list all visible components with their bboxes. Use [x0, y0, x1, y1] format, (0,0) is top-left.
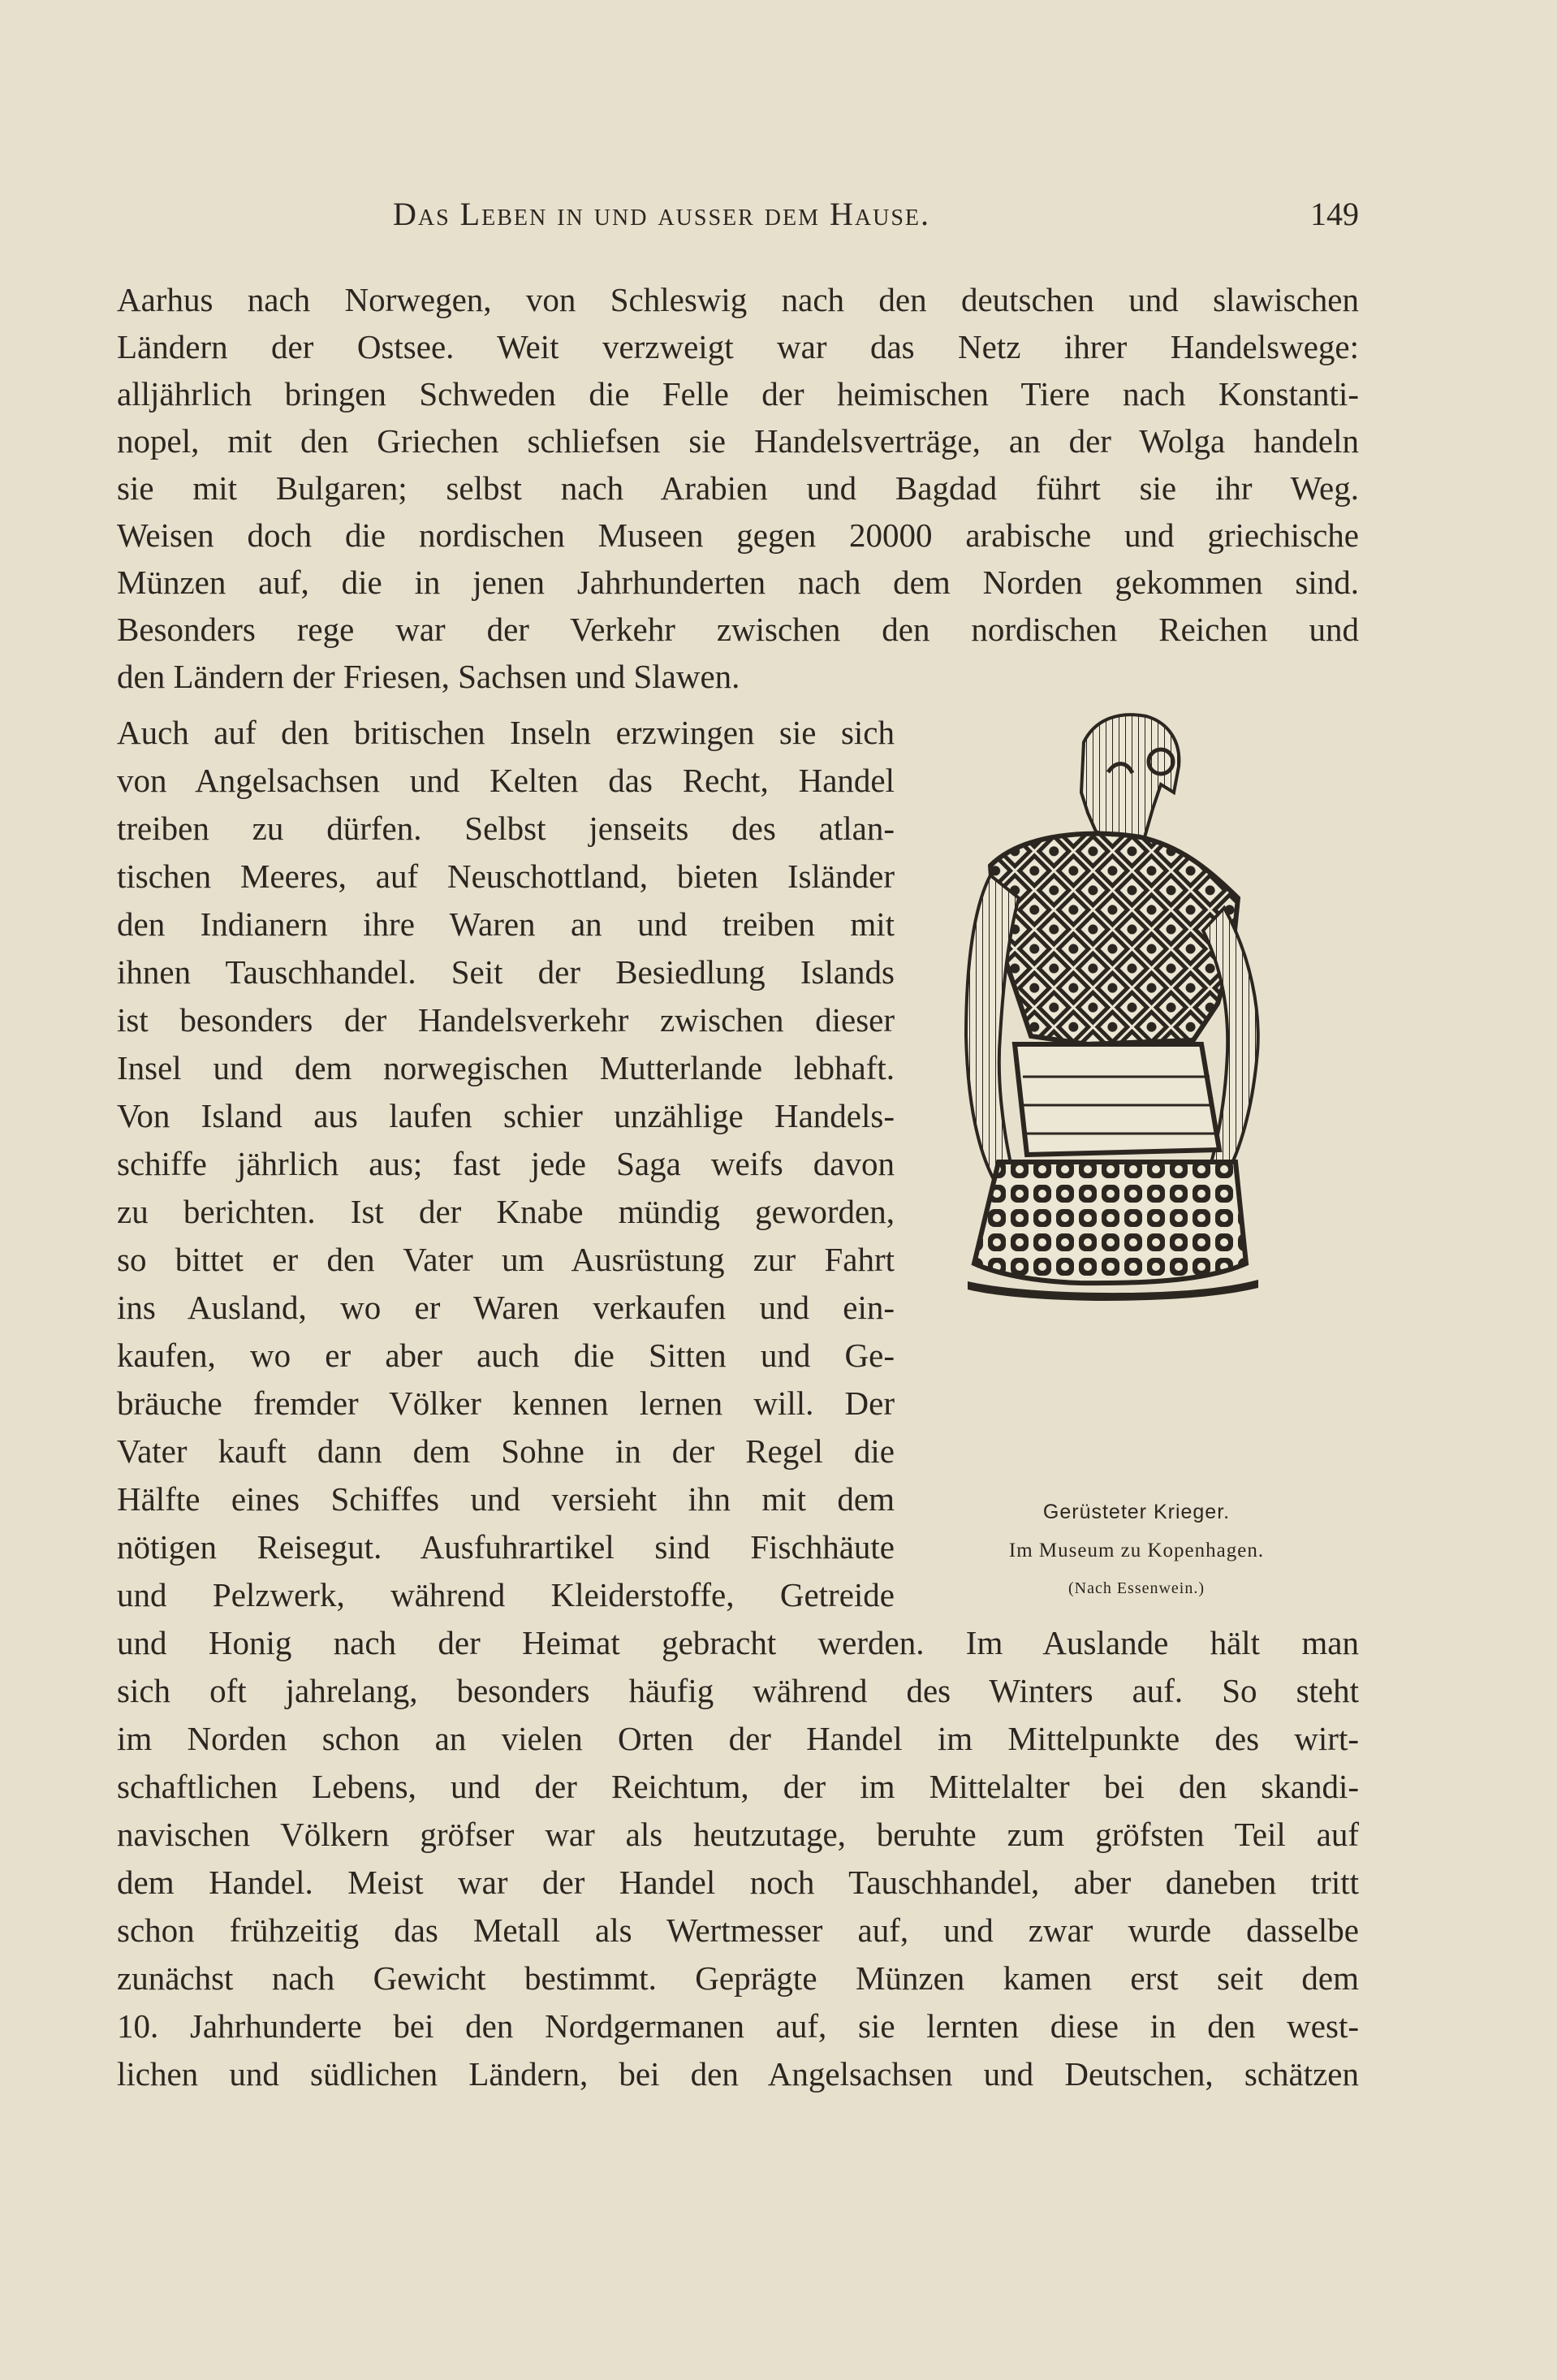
text-line: ist besonders der Handelsverkehr zwischen dieser: [117, 1001, 895, 1039]
running-title: Das Leben in und ausser dem Hause.: [393, 196, 931, 232]
text-line: kaufen, wo er aber auch die Sitten und Ge-: [117, 1337, 895, 1374]
text-line: tischen Meeres, auf Neuschottland, bieten Isländer: [117, 857, 895, 895]
figure-caption-source: (Nach Essenwein.): [1067, 1579, 1205, 1597]
text-line: schiffe jährlich aus; fast jede Saga weifs davon: [117, 1145, 895, 1182]
text-line: Auch auf den britischen Inseln erzwingen sie sich: [117, 714, 895, 751]
text-line: Ländern der Ostsee. Weit verzweigt war das Netz ihrer Handelswege:: [117, 328, 1359, 365]
text-line: nopel, mit den Griechen schliefsen sie Handelsverträge, an der Wolga handeln: [117, 422, 1359, 460]
text-line: von Angelsachsen und Kelten das Recht, Handel: [117, 762, 895, 799]
text-line: schaftlichen Lebens, und der Reichtum, der im Mittelalter bei den skandi-: [117, 1768, 1359, 1805]
text-line: den Ländern der Friesen, Sachsen und Slawen.: [117, 658, 740, 695]
left-arm: [966, 875, 1019, 1182]
text-line: Hälfte eines Schiffes und versieht ihn mit dem: [117, 1480, 895, 1518]
text-line: sich oft jahrelang, besonders häufig während des Winters auf. So steht: [117, 1672, 1359, 1709]
armored-warrior-engraving: [917, 695, 1323, 1483]
text-line: und Honig nach der Heimat gebracht werden. Im Auslande hält man: [117, 1624, 1359, 1661]
text-line: lichen und südlichen Ländern, bei den Angelsachsen und Deutschen, schätzen: [117, 2055, 1359, 2093]
text-line: zu berichten. Ist der Knabe mündig geworden,: [117, 1193, 895, 1230]
text-line: schon frühzeitig das Metall als Wertmesser auf, und zwar wurde dasselbe: [117, 1911, 1359, 1949]
text-line: alljährlich bringen Schweden die Felle der heimischen Tiere nach Konstanti-: [117, 375, 1359, 413]
text-line: Weisen doch die nordischen Museen gegen 20000 arabische und griechische: [117, 516, 1359, 554]
text-line: sie mit Bulgaren; selbst nach Arabien und Bagdad führt sie ihr Weg.: [117, 469, 1359, 507]
text-line: Aarhus nach Norwegen, von Schleswig nach den deutschen und slawischen: [117, 281, 1359, 318]
text-line: den Indianern ihre Waren an und treiben mit: [117, 905, 895, 943]
text-line: ihnen Tauschhandel. Seit der Besiedlung Islands: [117, 953, 895, 991]
chainmail-torso: [990, 834, 1238, 1044]
text-line: 10. Jahrhunderte bei den Nordgermanen auf, sie lernten diese in den west-: [117, 2007, 1359, 2045]
text-line: dem Handel. Meist war der Handel noch Tauschhandel, aber daneben tritt: [117, 1864, 1359, 1901]
text-line: Von Island aus laufen schier unzählige Handels-: [117, 1097, 895, 1134]
text-line: ins Ausland, wo er Waren verkaufen und ein-: [117, 1289, 895, 1326]
belt: [1015, 1044, 1219, 1155]
text-line: Vater kauft dann dem Sohne in der Regel die: [117, 1432, 895, 1470]
text-line: zunächst nach Gewicht bestimmt. Geprägte Münzen kamen erst seit dem: [117, 1959, 1359, 1997]
lower-mail-skirt: [974, 1162, 1246, 1283]
page-number: 149: [1310, 196, 1359, 232]
text-line: Münzen auf, die in jenen Jahrhunderten nach dem Norden gekommen sind.: [117, 564, 1359, 601]
text-line: und Pelzwerk, während Kleiderstoffe, Getreide: [117, 1576, 895, 1613]
text-line: navischen Völkern gröfser war als heutzutage, beruhte zum gröfsten Teil auf: [117, 1816, 1359, 1853]
text-line: Besonders rege war der Verkehr zwischen den nordischen Reichen und: [117, 611, 1359, 648]
page-header: [117, 195, 1359, 244]
figure-caption-title: Gerüsteter Krieger.: [1042, 1501, 1231, 1523]
figure-caption-location: Im Museum zu Kopenhagen.: [1008, 1540, 1265, 1561]
text-line: so bittet er den Vater um Ausrüstung zur Fahrt: [117, 1241, 895, 1278]
text-line: im Norden schon an vielen Orten der Handel im Mittelpunkte des wirt-: [117, 1720, 1359, 1757]
helmet: [1081, 715, 1179, 838]
text-line: nötigen Reisegut. Ausfuhrartikel sind Fischhäute: [117, 1528, 895, 1566]
text-line: treiben zu dürfen. Selbst jenseits des atlan-: [117, 810, 895, 847]
warrior-figure-illustration: [917, 695, 1323, 1517]
text-line: Insel und dem norwegischen Mutterlande lebhaft.: [117, 1049, 895, 1086]
text-line: bräuche fremder Völker kennen lernen will. Der: [117, 1384, 895, 1422]
